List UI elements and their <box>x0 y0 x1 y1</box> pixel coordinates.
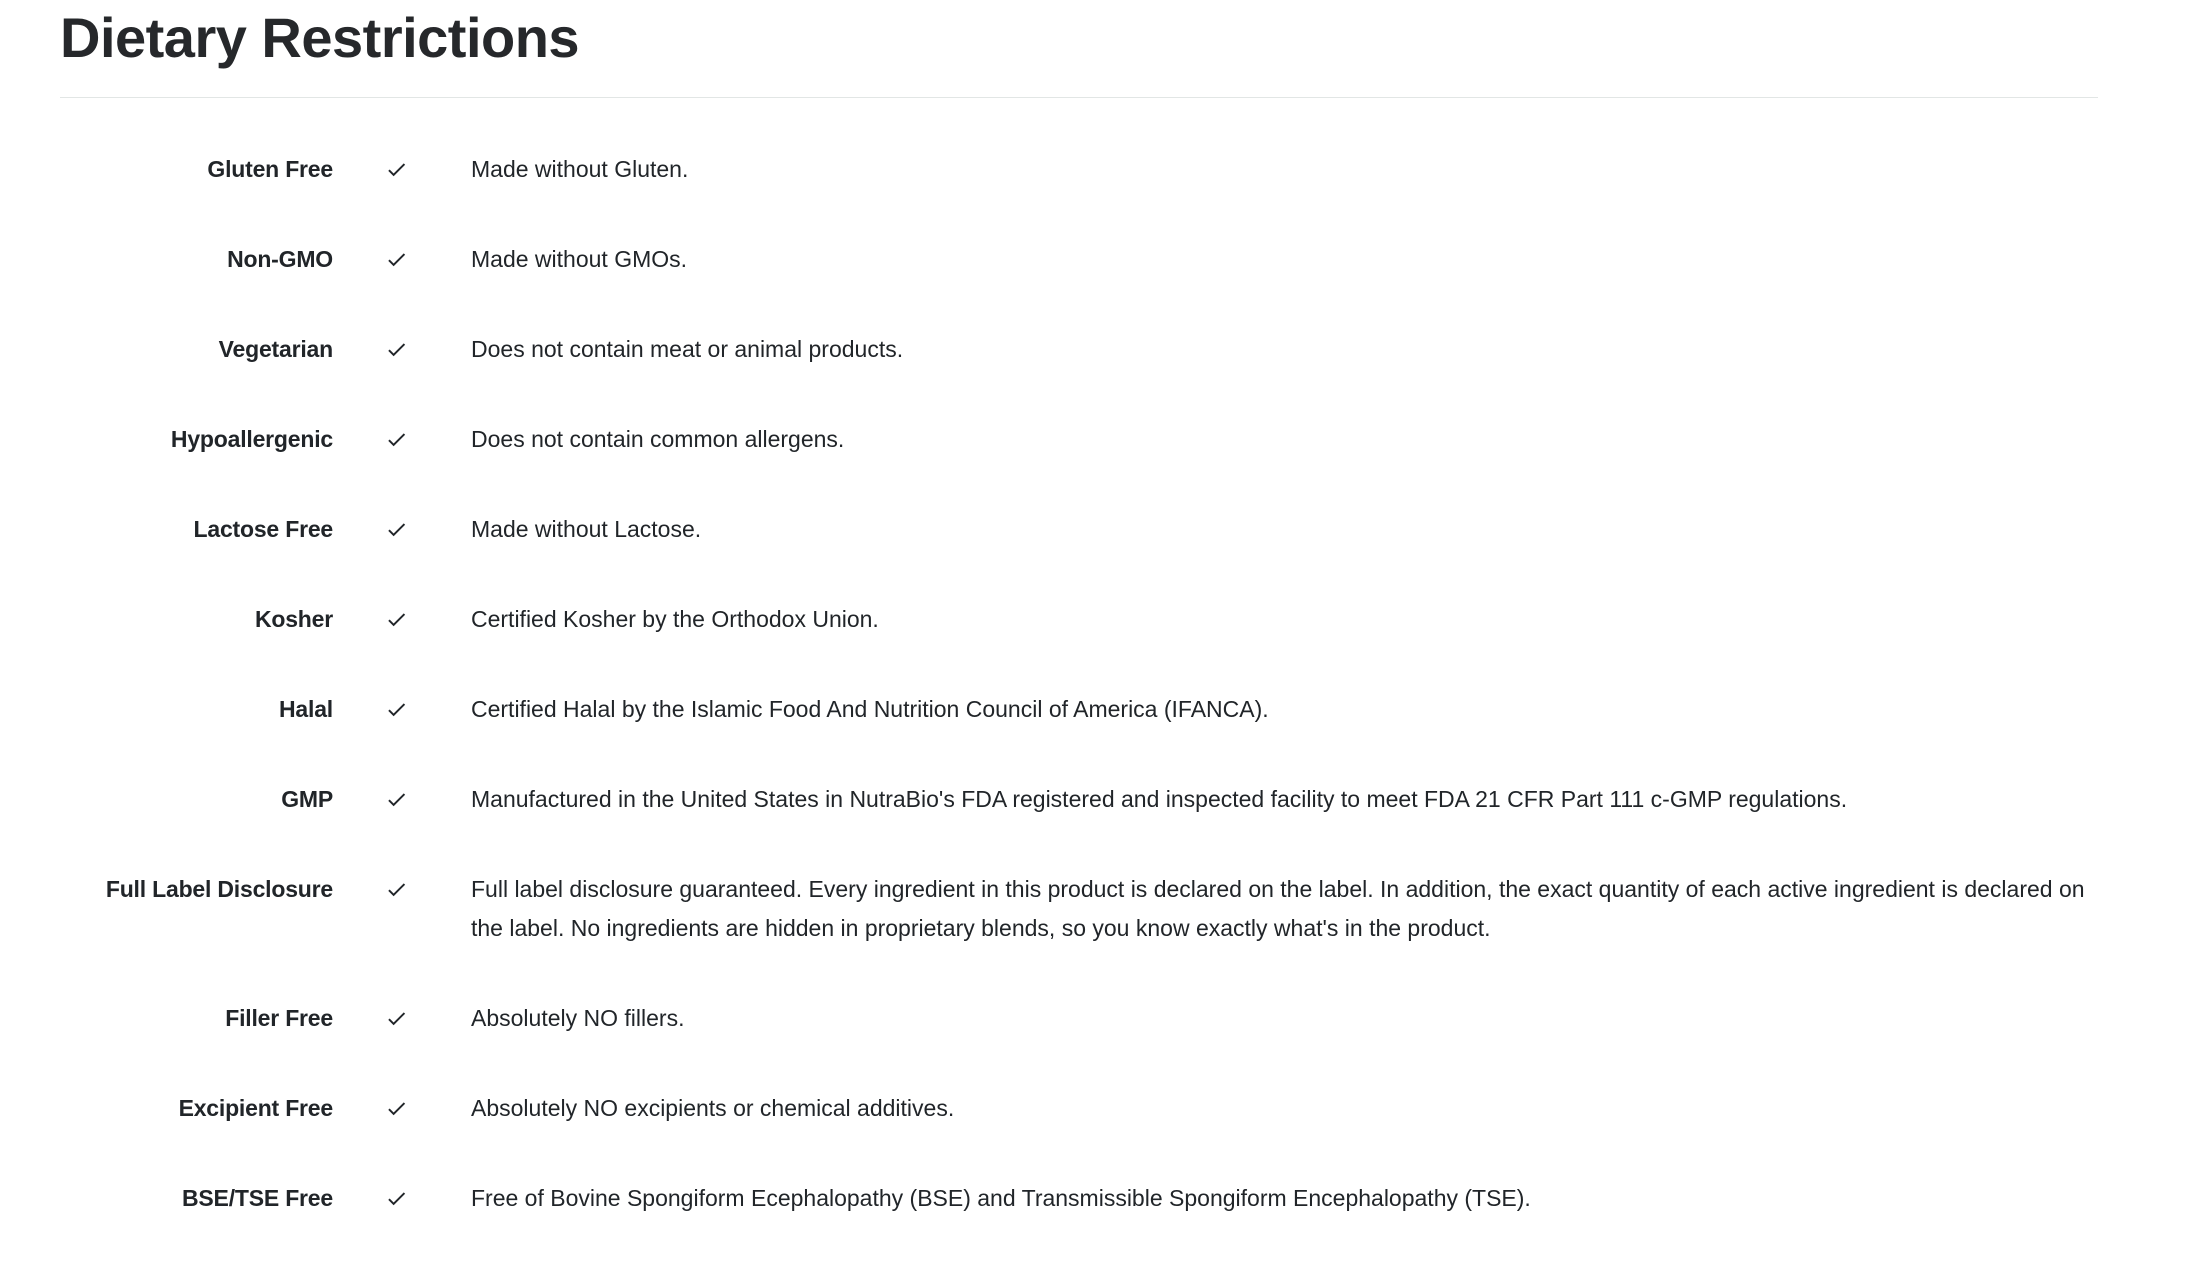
check-icon <box>385 1007 408 1030</box>
section-header <box>60 6 2098 98</box>
restriction-label: Full Label Disclosure <box>105 876 333 902</box>
restriction-label: GMP <box>281 786 333 812</box>
restriction-description: Absolutely NO excipients or chemical additives. <box>471 1095 955 1121</box>
dietary-row-halal <box>60 690 2098 729</box>
dietary-row-gmp <box>60 780 2098 819</box>
check-icon <box>385 1187 408 1210</box>
restriction-label: Vegetarian <box>218 336 333 362</box>
check-cell <box>333 510 471 549</box>
check-cell <box>333 780 471 819</box>
dietary-row-hypoallergenic <box>60 420 2098 459</box>
restriction-description: Absolutely NO fillers. <box>471 1005 685 1031</box>
restriction-label: Hypoallergenic <box>170 426 333 452</box>
check-cell <box>333 600 471 639</box>
restriction-description: Does not contain common allergens. <box>471 426 845 452</box>
check-cell <box>333 999 471 1038</box>
restriction-label: Gluten Free <box>207 156 333 182</box>
page-title: Dietary Restrictions <box>60 6 580 69</box>
restriction-description: Made without GMOs. <box>471 246 688 272</box>
restriction-label: Non-GMO <box>227 246 333 272</box>
restriction-description: Made without Gluten. <box>471 156 689 182</box>
check-cell <box>333 240 471 279</box>
check-icon <box>385 698 408 721</box>
check-cell <box>333 420 471 459</box>
check-cell <box>333 1089 471 1128</box>
check-cell <box>333 330 471 369</box>
restriction-description: Manufactured in the United States in NutraBio's FDA registered and inspected facility to meet FDA 21 CFR Part 111 c-GMP regulations. <box>471 786 1848 812</box>
check-icon <box>385 878 408 901</box>
restriction-description: Full label disclosure guaranteed. Every ingredient in this product is declared on the label. In addition, the exact quantity of each active ingredient is declared on the label. No ingredients are hidden in proprietary blends, so you know exactly what's in the product. <box>471 876 2085 941</box>
restriction-label: Kosher <box>254 606 333 632</box>
dietary-row-gluten-free <box>60 150 2098 189</box>
restriction-label: Lactose Free <box>193 516 333 542</box>
check-icon <box>385 158 408 181</box>
check-cell <box>333 1179 471 1218</box>
restriction-label: Halal <box>279 696 333 722</box>
check-icon <box>385 518 408 541</box>
check-icon <box>385 788 408 811</box>
check-icon <box>385 338 408 361</box>
dietary-row-kosher <box>60 600 2098 639</box>
check-cell <box>333 870 471 948</box>
dietary-restrictions-list <box>60 98 2098 1218</box>
restriction-label: Excipient Free <box>178 1095 333 1121</box>
dietary-row-non-gmo <box>60 240 2098 279</box>
check-cell <box>333 690 471 729</box>
dietary-row-excipient-free <box>60 1089 2098 1128</box>
check-icon <box>385 428 408 451</box>
check-cell <box>333 150 471 189</box>
dietary-row-filler-free <box>60 999 2098 1038</box>
restriction-description: Made without Lactose. <box>471 516 702 542</box>
check-icon <box>385 608 408 631</box>
restriction-label: Filler Free <box>225 1005 333 1031</box>
dietary-restrictions-section <box>60 0 2098 1218</box>
dietary-row-bse-tse-free <box>60 1179 2098 1218</box>
restriction-label: BSE/TSE Free <box>182 1185 333 1211</box>
dietary-row-vegetarian <box>60 330 2098 369</box>
restriction-description: Free of Bovine Spongiform Ecephalopathy (BSE) and Transmissible Spongiform Encephalopathy (TSE). <box>471 1185 1531 1211</box>
restriction-description: Certified Halal by the Islamic Food And Nutrition Council of America (IFANCA). <box>471 696 1269 722</box>
dietary-row-lactose-free <box>60 510 2098 549</box>
dietary-row-full-label-disclosure <box>60 870 2098 948</box>
check-icon <box>385 1097 408 1120</box>
restriction-description: Certified Kosher by the Orthodox Union. <box>471 606 879 632</box>
restriction-description: Does not contain meat or animal products. <box>471 336 904 362</box>
check-icon <box>385 248 408 271</box>
